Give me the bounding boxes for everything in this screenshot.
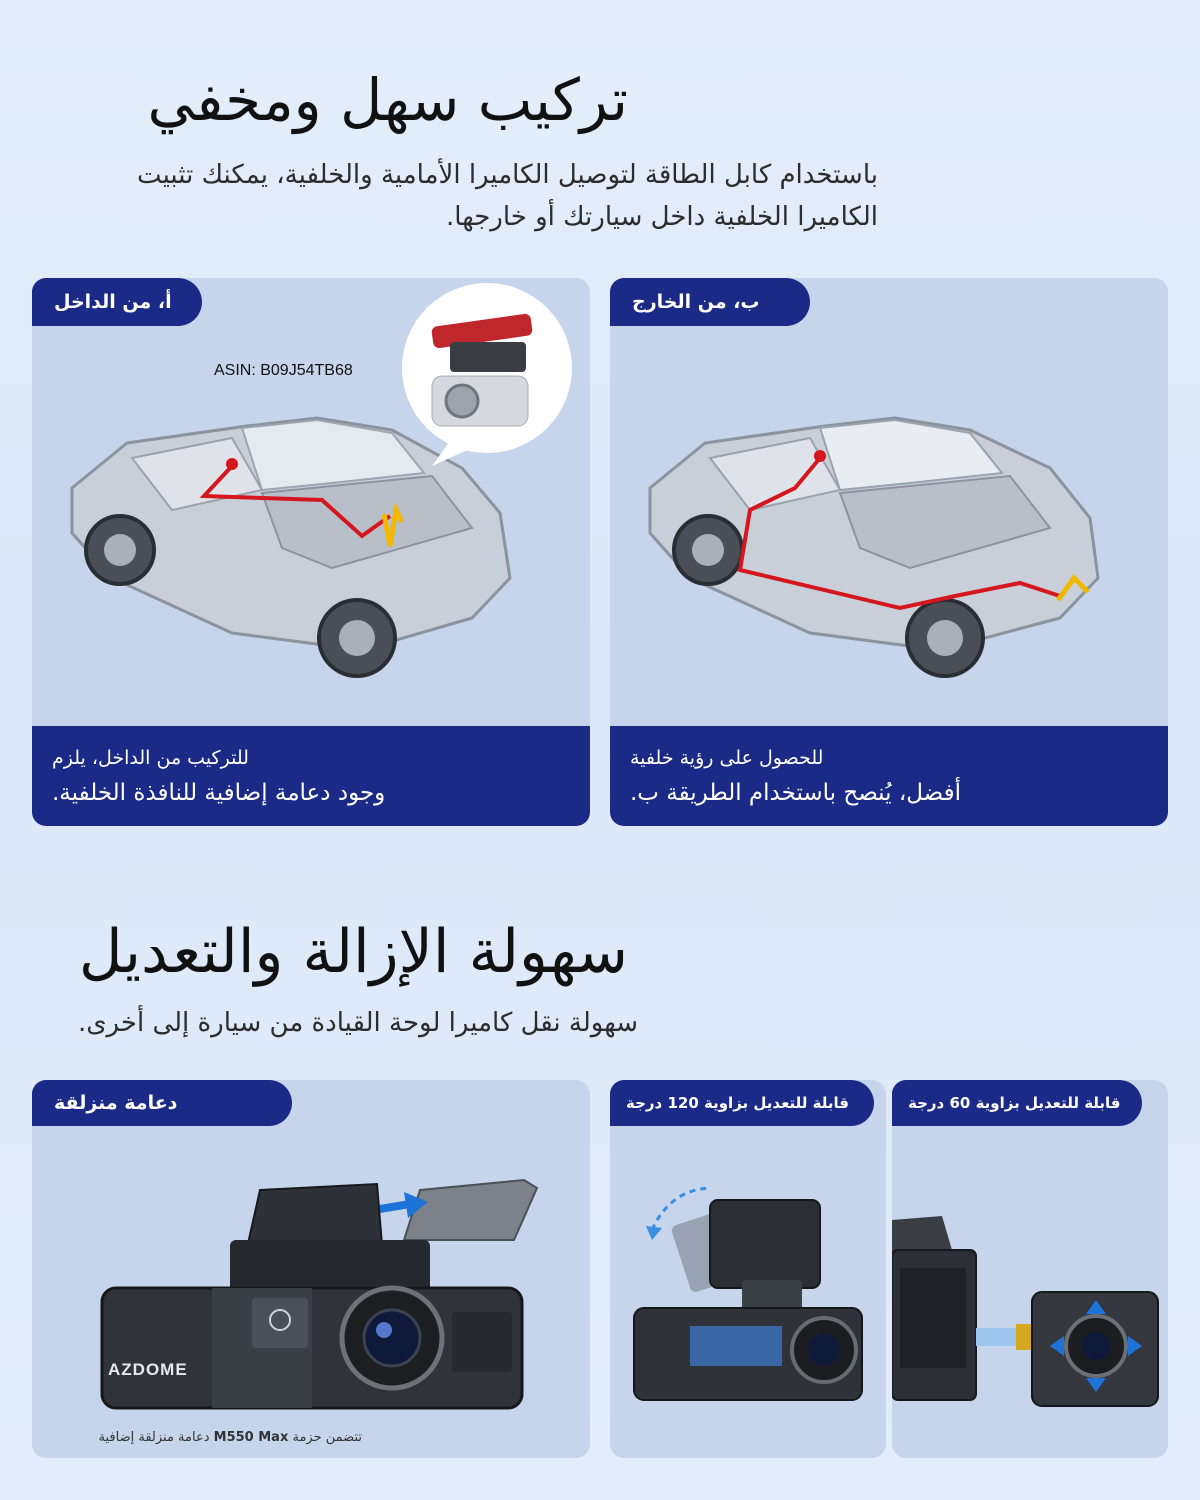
label-sliding-mount: دعامة منزلقة [32,1080,292,1126]
caption-outside [610,726,1168,826]
section1-description-line1: باستخدام كابل الطاقة لتوصيل الكاميرا الأمامية والخلفية، يمكنك تثبيت [137,160,878,190]
section1-title: تركيب سهل ومخفي [147,66,628,134]
package-note-pre: تتضمن حزمة [292,1430,362,1445]
label-adjust-60: قابلة للتعديل بزاوية 60 درجة [892,1080,1142,1126]
section2-description: سهولة نقل كاميرا لوحة القيادة من سيارة إلى أخرى. [77,1008,638,1038]
gps-badge-icon [252,1298,308,1348]
package-note-model: M550 Max [213,1430,289,1445]
caption-outside-line1: للحصول على رؤية خلفية [630,747,824,769]
section2-title: سهولة الإزالة والتعديل [78,917,628,987]
label-inside: أ، من الداخل [32,278,202,326]
rear-camera-rotate-60 [892,1080,1168,1458]
car-illustration-inside [32,278,590,726]
asin-label: ASIN: B09J54TB68 [214,362,353,379]
caption-inside-line2: وجود دعامة إضافية للنافذة الخلفية. [52,780,386,806]
card-install-outside [610,278,1168,826]
caption-inside-line1: للتركيب من الداخل، يلزم [52,747,249,769]
dashcam-rotate-120 [610,1080,886,1458]
caption-outside-line2: أفضل، يُنصح باستخدام الطريقة ب. [630,780,962,806]
brand-logo: AZDOME [108,1360,188,1379]
caption-inside [32,726,590,826]
label-outside: ب، من الخارج [610,278,810,326]
card-install-inside [32,278,590,826]
dashcam-with-mount [32,1080,590,1458]
package-note [42,1430,362,1445]
card-sliding-mount [32,1080,590,1458]
card-adjust-120 [610,1080,886,1458]
section1-description [28,154,878,238]
label-adjust-120: قابلة للتعديل بزاوية 120 درجة [610,1080,874,1126]
car-illustration-outside [610,278,1168,726]
section1-description-line2: الكاميرا الخلفية داخل سيارتك أو خارجها. [446,202,878,232]
package-note-post: دعامة منزلقة إضافية [98,1430,210,1445]
card-adjust-60 [892,1080,1168,1458]
